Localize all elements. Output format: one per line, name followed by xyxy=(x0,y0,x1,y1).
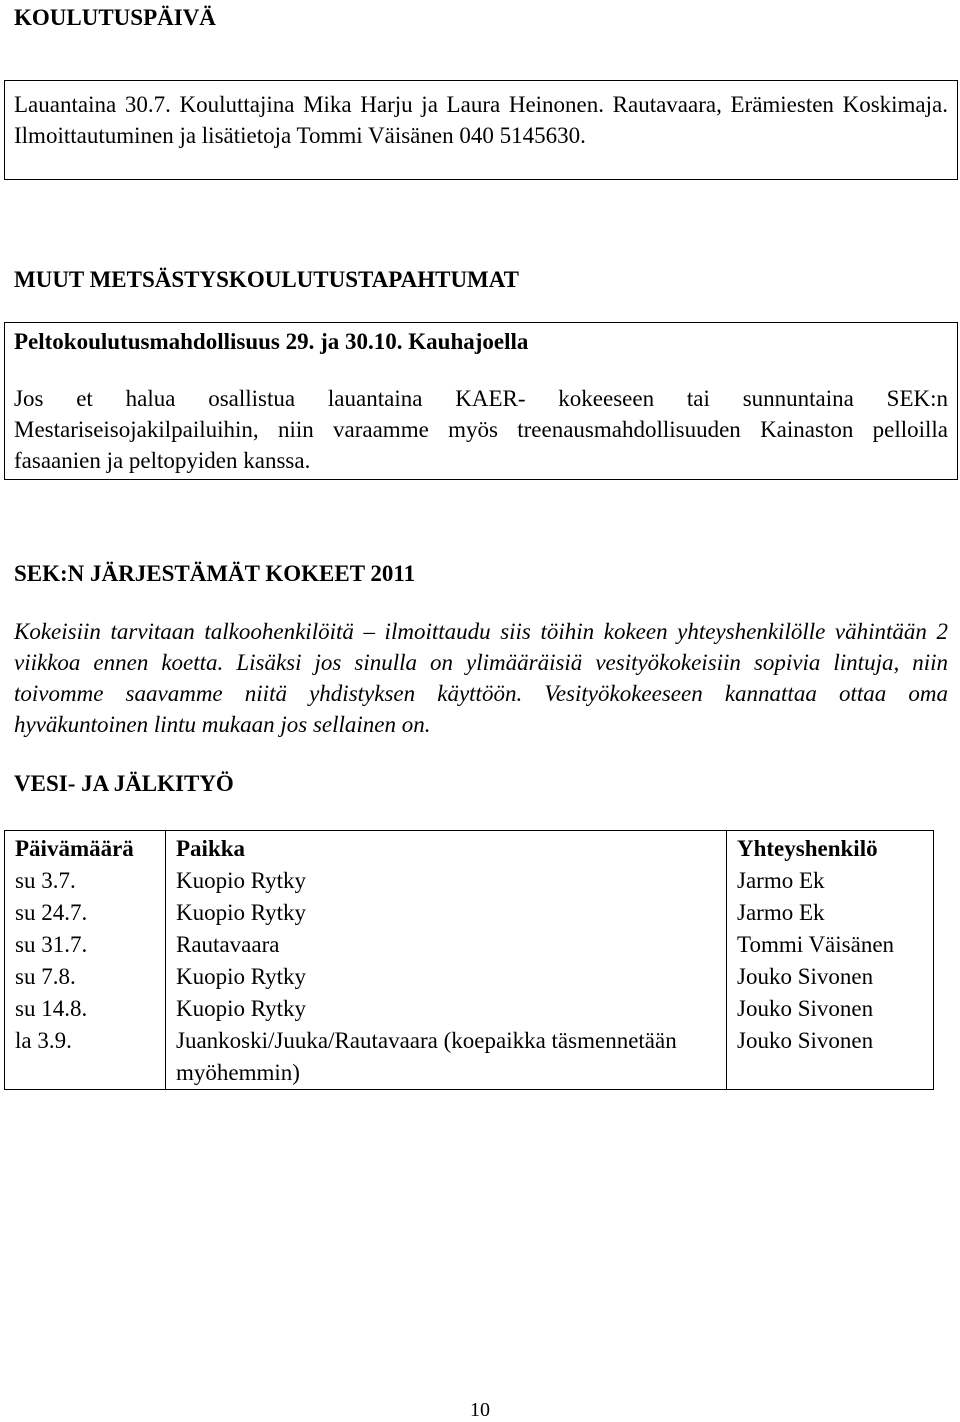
field-training-heading: Peltokoulutusmahdollisuus 29. ja 30.10. Kauhajoella xyxy=(14,329,529,354)
row-date: su 31.7. xyxy=(5,929,166,961)
row-place: Kuopio Rytky xyxy=(166,897,727,929)
row-contact: Jarmo Ek xyxy=(727,865,934,897)
training-day-heading: KOULUTUSPÄIVÄ xyxy=(14,5,216,30)
sek-paragraph-volunteers: Kokeisiin tarvitaan talkoohenkilöitä – ilmoittaudu siis töihin kokeen yhteyshenkilölle vähintään 2 viikkoa ennen koetta. xyxy=(14,619,948,675)
schedule-table xyxy=(4,830,934,1090)
table-row xyxy=(5,993,934,1025)
header-date: Päivämäärä xyxy=(5,831,166,866)
header-place: Paikka xyxy=(166,831,727,866)
page-number: 10 xyxy=(470,1399,490,1421)
row-place: Kuopio Rytky xyxy=(166,865,727,897)
training-day-box xyxy=(4,80,958,180)
table-row xyxy=(5,1025,934,1090)
row-contact: Jouko Sivonen xyxy=(727,1025,934,1090)
header-contact: Yhteyshenkilö xyxy=(727,831,934,866)
row-contact: Tommi Väisänen xyxy=(727,929,934,961)
row-place: Kuopio Rytky xyxy=(166,961,727,993)
field-training-text: Jos et halua osallistua lauantaina KAER- kokeeseen tai sunnuntaina SEK:n Mestariseisojakilpailuihin, niin varaamme myös treenausmahdollisuuden Kainaston pelloilla fasaanien ja peltopyiden kanssa. xyxy=(14,386,948,473)
row-date: su 24.7. xyxy=(5,897,166,929)
row-place: Juankoski/Juuka/Rautavaara (koepaikka täsmennetään myöhemmin) xyxy=(166,1025,727,1090)
row-place: Rautavaara xyxy=(166,929,727,961)
sek-paragraph xyxy=(14,616,948,740)
row-place: Kuopio Rytky xyxy=(166,993,727,1025)
table-row xyxy=(5,961,934,993)
row-date: la 3.9. xyxy=(5,1025,166,1090)
sek-tests-heading: SEK:N JÄRJESTÄMÄT KOKEET 2011 xyxy=(14,561,416,586)
table-row xyxy=(5,897,934,929)
schedule-header-row xyxy=(5,831,934,866)
row-contact: Jouko Sivonen xyxy=(727,961,934,993)
row-date: su 3.7. xyxy=(5,865,166,897)
table-row xyxy=(5,929,934,961)
row-date: su 14.8. xyxy=(5,993,166,1025)
other-events-heading: MUUT METSÄSTYSKOULUTUSTAPAHTUMAT xyxy=(14,267,520,292)
training-day-text: Lauantaina 30.7. Kouluttajina Mika Harju ja Laura Heinonen. Rautavaara, Erämiesten Koskimaja. Ilmoittautuminen ja lisätietoja Tommi Väisänen 040 5145630. xyxy=(14,92,948,148)
table-row xyxy=(5,865,934,897)
row-contact: Jouko Sivonen xyxy=(727,993,934,1025)
row-date: su 7.8. xyxy=(5,961,166,993)
row-contact: Jarmo Ek xyxy=(727,897,934,929)
water-tracking-heading: VESI- JA JÄLKITYÖ xyxy=(14,771,234,796)
sek-paragraph-birds: Lisäksi jos sinulla on ylimääräisiä vesityökokeisiin sopivia lintuja, niin toivomme saavamme niitä yhdistyksen käyttöön. Vesityökokeeseen kannattaa ottaa oma hyväkuntoinen lintu mukaan jos sellainen on. xyxy=(14,650,948,737)
field-training-box xyxy=(4,322,958,480)
